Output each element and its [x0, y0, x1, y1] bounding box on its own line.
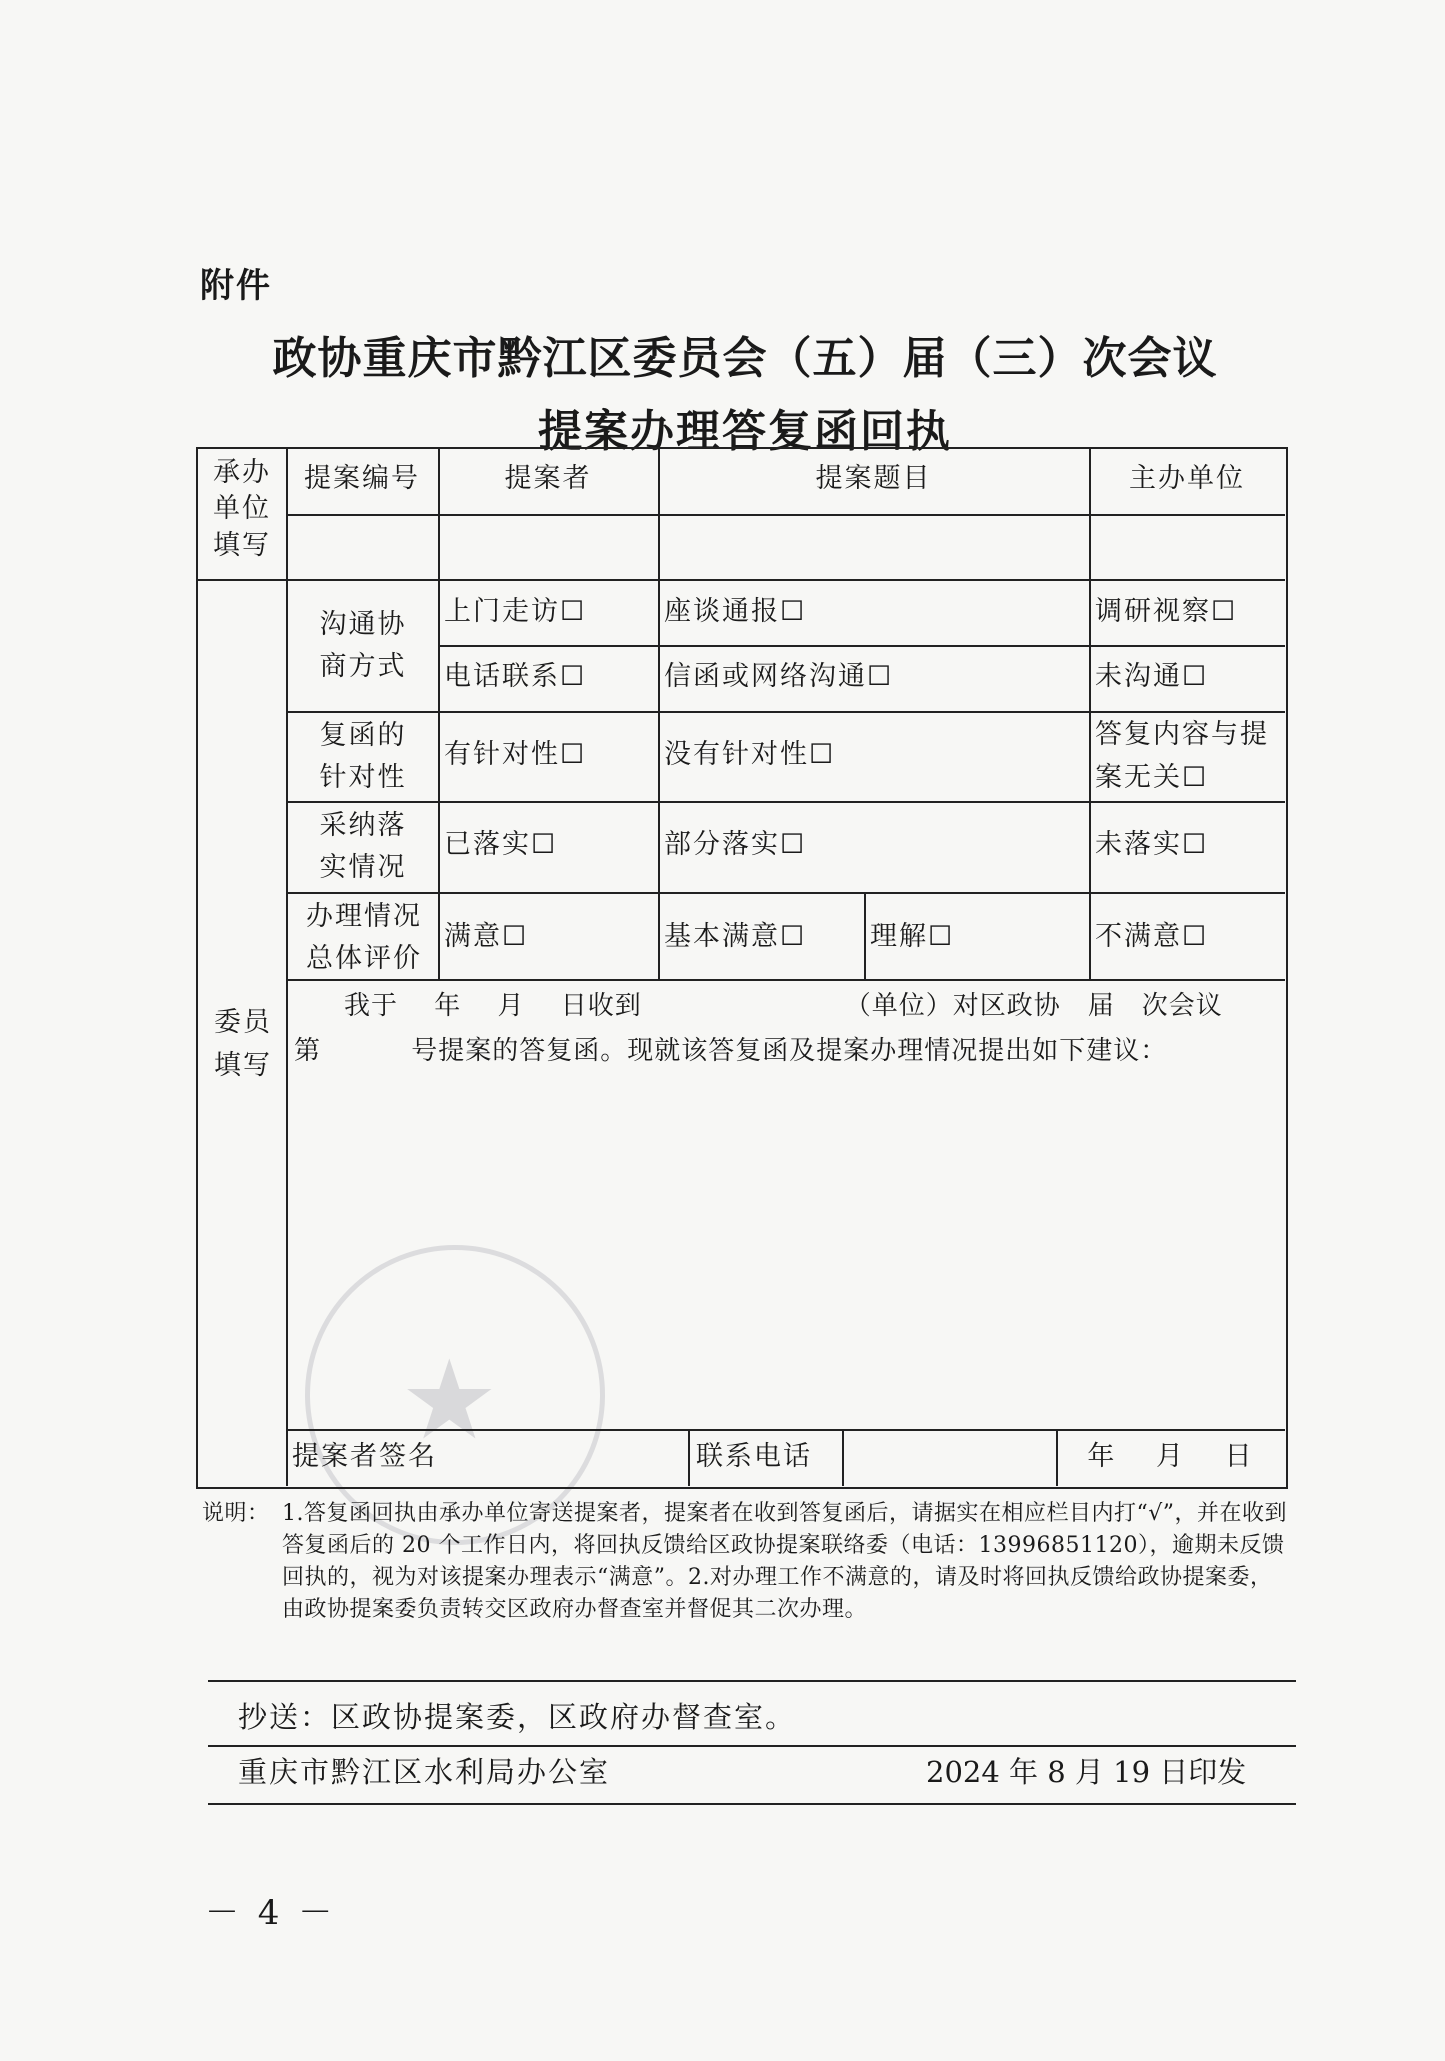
option-home-visit[interactable]: 上门走访☐	[444, 596, 587, 627]
option-not-implemented[interactable]: 未落实☐	[1095, 829, 1209, 860]
statement-line2: 第 号提案的答复函。现就该答复函及提案办理情况提出如下建议：	[294, 1036, 1168, 1066]
unit-section-label: 承办单位填写	[213, 457, 271, 561]
option-basically-satisfied[interactable]: 基本满意☐	[664, 921, 807, 952]
note-text: 1.答复函回执由承办单位寄送提案者，提案者在收到答复函后，请据实在相应栏目内打“√”，并在收到答复函后的 20 个工作日内，将回执反馈给区政协提案联络委（电话：13996851120），逾期未反馈回执的，视为对该提案办理表示“满意”。2.对办理工作不满意的，请及时将回执反馈给政协提案委，由政协提案委负责转交区政府办督查室并督促其二次办理。	[282, 1501, 1288, 1622]
option-dissatisfied[interactable]: 不满意☐	[1095, 921, 1209, 952]
issuer: 重庆市黔江区水利局办公室	[238, 1755, 611, 1789]
option-unrelated[interactable]: 答复内容与提案无关☐	[1095, 719, 1269, 794]
header-proposal-title: 提案题目	[815, 463, 932, 494]
reply-relevance-label: 复函的针对性	[319, 720, 407, 793]
option-forum-briefing[interactable]: 座谈通报☐	[664, 596, 807, 627]
receipt-table	[196, 447, 1288, 1489]
doc-title-line2: 提案办理答复函回执	[538, 406, 952, 457]
seal-star-icon: ★	[400, 1336, 499, 1464]
note-label: 说明：	[202, 1501, 270, 1526]
option-letter-online[interactable]: 信函或网络沟通☐	[664, 661, 894, 692]
signature-label: 提案者签名	[292, 1441, 437, 1472]
cc-line: 抄送：区政协提案委，区政府办督查室。	[238, 1700, 797, 1734]
doc-title-line1: 政协重庆市黔江区委员会（五）届（三）次会议	[272, 333, 1218, 384]
option-understand[interactable]: 理解☐	[870, 921, 955, 952]
option-implemented[interactable]: 已落实☐	[444, 829, 558, 860]
overall-evaluation-label: 办理情况总体评价	[306, 901, 422, 974]
option-phone-contact[interactable]: 电话联系☐	[444, 661, 587, 692]
member-section-label: 委员填写	[214, 1007, 272, 1082]
page-number: － 4 －	[205, 1893, 337, 1933]
option-satisfied[interactable]: 满意☐	[444, 921, 529, 952]
option-relevant[interactable]: 有针对性☐	[444, 739, 587, 770]
option-partially-implemented[interactable]: 部分落实☐	[664, 829, 807, 860]
statement-line1: 我于 年 月 日收到 （单位）对区政协 届 次会议	[344, 991, 1223, 1021]
option-not-relevant[interactable]: 没有针对性☐	[664, 739, 836, 770]
header-proposal-number: 提案编号	[304, 463, 420, 494]
adoption-status-label: 采纳落实情况	[319, 810, 407, 883]
signature-field[interactable]	[498, 1433, 684, 1483]
phone-label: 联系电话	[696, 1441, 812, 1472]
header-lead-unit: 主办单位	[1129, 463, 1245, 494]
phone-field[interactable]	[846, 1433, 1052, 1483]
option-no-communication[interactable]: 未沟通☐	[1095, 661, 1209, 692]
option-research-visit[interactable]: 调研视察☐	[1095, 596, 1238, 627]
comm-method-label: 沟通协商方式	[319, 609, 407, 682]
attachment-label: 附件	[200, 266, 272, 306]
suggestion-area[interactable]	[294, 1079, 1279, 1419]
signature-date: 年 月 日	[1087, 1441, 1254, 1472]
issue-date: 2024 年 8 月 19 日印发	[926, 1755, 1247, 1789]
header-proposer: 提案者	[504, 463, 592, 494]
